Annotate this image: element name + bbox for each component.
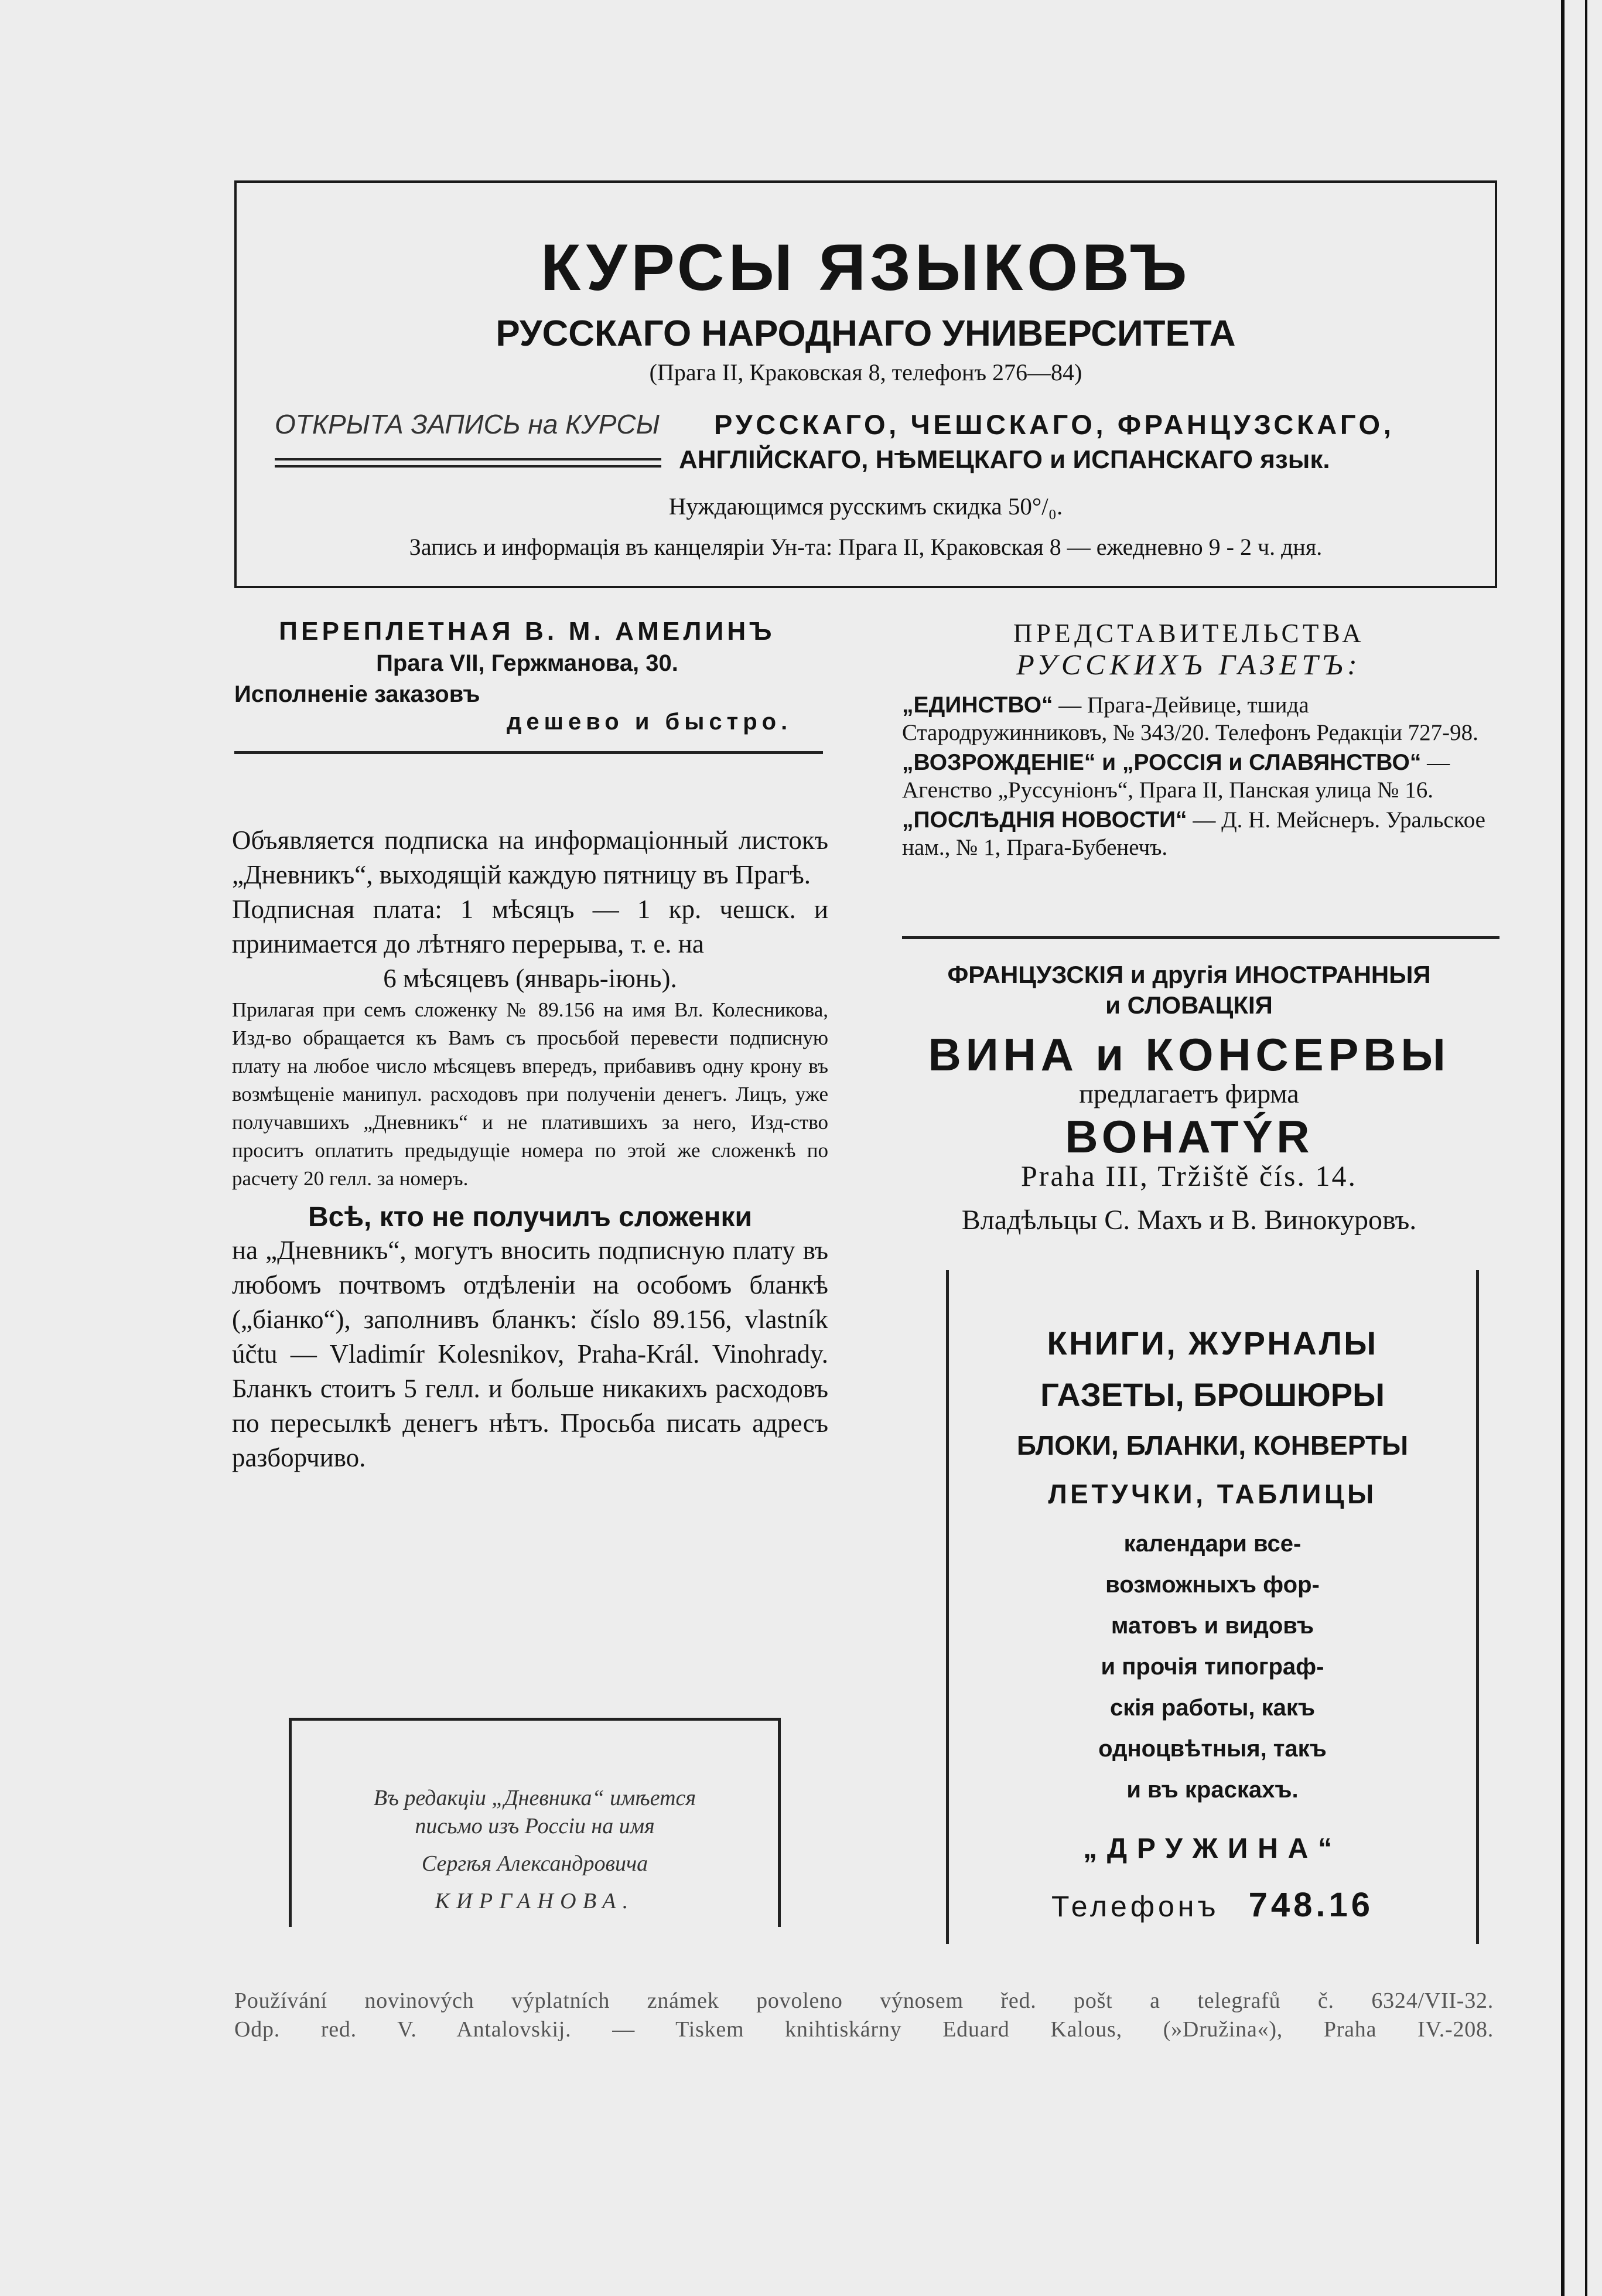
footer-line: Používání novinových výplatních známek povoleno výnosem řed. pošt a telegrafů č. 6324/VII-32. (234, 1988, 1494, 2013)
page-edge-line (1585, 0, 1587, 2296)
course-address: (Прага II, Краковская 8, телефонъ 276—84) (649, 359, 1082, 385)
course-title: КУРСЫ ЯЗЫКОВЪ (540, 231, 1191, 304)
newspaper-details: — Прага-Дейвице, тшида Стародружинниковъ, № 343/20. Телефонъ Редакціи 727-98. (902, 692, 1478, 745)
double-rule (275, 458, 661, 468)
list-item (902, 806, 1499, 861)
course-open-label: ОТКРЫТА ЗАПИСЬ на КУРСЫ (275, 409, 660, 439)
bindery-line: дешево и быстро. (507, 709, 793, 735)
course-languages: РУССКАГО, ЧЕШСКАГО, ФРАНЦУЗСКАГО, (714, 409, 1395, 440)
print-line: ГАЗЕТЫ, БРОШЮРЫ (1040, 1376, 1385, 1413)
print-phone (949, 1885, 1476, 1925)
newspaper-details: — Д. Н. Мейснеръ. Уральское нам., № 1, Прага-Бубенечъ. (902, 807, 1485, 860)
footer-line: Odp. red. V. Antalovskij. — Tiskem knihtiskárny Eduard Kalous, (»Družina«), Praha IV.-208. (234, 2017, 1494, 2042)
wine-firm: BOHATÝR (1065, 1111, 1313, 1162)
course-discount: Нуждающимся русскимъ скидка 50°/₀. (668, 493, 1063, 520)
newspapers-title: ПРЕДСТАВИТЕЛЬСТВА (1013, 619, 1365, 648)
letter-line: письмо изъ Россіи на имя (415, 1814, 655, 1838)
newspaper-name: „ВОЗРОЖДЕНІЕ“ и „РОССІЯ и СЛАВЯНСТВО“ (902, 750, 1422, 775)
print-line: и въ краскахъ. (1126, 1777, 1299, 1803)
course-enroll-info: Запись и информація въ канцеляріи Ун-та: Прага II, Краковская 8 — ежедневно 9 - 2 ч. дня. (409, 534, 1323, 560)
course-languages: АНГЛІЙСКАГО, НѢМЕЦКАГО и ИСПАНСКАГО язык. (679, 445, 1330, 474)
print-line: одноцвѣтныя, такъ (1098, 1736, 1327, 1762)
print-line: КНИГИ, ЖУРНАЛЫ (1047, 1325, 1378, 1362)
print-line: и прочія типограф- (1101, 1654, 1324, 1680)
subscription-paragraph: Подписная плата: 1 мѣсяцъ — 1 кр. чешск. и принимается до лѣтняго перерыва, т. е. на (232, 895, 828, 958)
letter-line: Сергѣя Александровича (421, 1851, 648, 1876)
bindery-title: ПЕРЕПЛЕТНАЯ В. М. АМЕЛИНЪ (279, 617, 776, 646)
wine-owners: Владѣльцы С. Махъ и В. Винокуровъ. (961, 1205, 1417, 1236)
subscription-notice (232, 823, 828, 1475)
bindery-address: Прага VII, Гержманова, 30. (376, 650, 678, 676)
page-edge-line (1561, 0, 1565, 2296)
newspapers-list (902, 691, 1499, 864)
subscription-paragraph: Прилагая при семъ сложенку № 89.156 на имя Вл. Колесникова, Изд-во обращается къ Вамъ съ просьбой перевести подписную плату на любое число мѣсяцевъ впередъ, прибавивъ одну крону въ возмѣщеніе манипул. расходовъ при полученіи денегъ. Лицъ, уже получавшихъ „Дневникъ“ и не платившихъ за него, Изд-ство проситъ оплатить предыдущіе номера по этой же сложенкѣ по расчету 20 гелл. за номеръ. (232, 998, 828, 1190)
list-item (902, 691, 1499, 746)
subscription-paragraph: Объявляется подписка на информаціонный листокъ „Дневникъ“, выходящій каждую пятницу въ Прагѣ. (232, 825, 828, 889)
subscription-paragraph: 6 мѣсяцевъ (январь-іюнь). (383, 964, 677, 993)
print-line: матовъ и видовъ (1111, 1613, 1314, 1639)
print-shop-name: „ДРУЖИНА“ (1083, 1833, 1342, 1864)
bindery-line: Исполненіе заказовъ (234, 681, 480, 707)
subscription-heading: Всѣ, кто не получилъ сложенки (308, 1202, 753, 1233)
newspaper-details: — Агенство „Руссуніонъ“, Прага II, Панская улица № 16. (902, 750, 1450, 803)
newspaper-name: „ЕДИНСТВО“ (902, 692, 1053, 718)
print-line: ЛЕТУЧКИ, ТАБЛИЦЫ (1048, 1479, 1377, 1509)
print-line: скія работы, какъ (1109, 1695, 1316, 1721)
newspapers-subtitle: РУССКИХЪ ГАЗЕТЪ: (1016, 648, 1362, 681)
letter-notice (289, 1718, 781, 1927)
wine-line: и СЛОВАЦКІЯ (1105, 991, 1273, 1019)
course-university: РУССКАГО НАРОДНАГО УНИВЕРСИТЕТА (496, 313, 1236, 354)
language-courses-ad (234, 180, 1497, 588)
subscription-paragraph: на „Дневникъ“, могутъ вносить подписную плату въ любомъ почтвомъ отдѣленіи на особомъ бланкѣ („біанко“), заполнивъ бланкъ: číslo 89.156, vlastník účtu — Vladimír Kolesnikov, Praha-Král. Vinohrady. Бланкъ стоитъ 5 гелл. и больше никакихъ расходовъ по пересылкѣ денегъ нѣтъ. Просьба писать адресъ разборчиво. (232, 1236, 828, 1472)
print-shop-ad (946, 1270, 1479, 1944)
divider (902, 936, 1499, 939)
print-line: БЛОКИ, БЛАНКИ, КОНВЕРТЫ (1016, 1430, 1409, 1461)
phone-number: 748.16 (1248, 1886, 1374, 1924)
print-line: возможныхъ фор- (1105, 1572, 1320, 1598)
letter-name: КИРГАНОВА. (435, 1889, 635, 1913)
wine-title: ВИНА и КОНСЕРВЫ (928, 1029, 1450, 1080)
print-line: календари все- (1123, 1531, 1302, 1557)
letter-line: Въ редакціи „Дневника“ имѣется (373, 1786, 696, 1810)
wine-line: ФРАНЦУЗСКІЯ и другія ИНОСТРАННЫЯ (947, 961, 1431, 988)
newspaper-name: „ПОСЛѢДНІЯ НОВОСТИ“ (902, 807, 1187, 833)
wine-address: Praha III, Tržiště čís. 14. (1021, 1159, 1357, 1192)
phone-label: Телефонъ (1051, 1890, 1220, 1923)
divider (234, 751, 823, 754)
list-item (902, 749, 1499, 804)
wine-offer: предлагаетъ фирма (1079, 1079, 1299, 1108)
